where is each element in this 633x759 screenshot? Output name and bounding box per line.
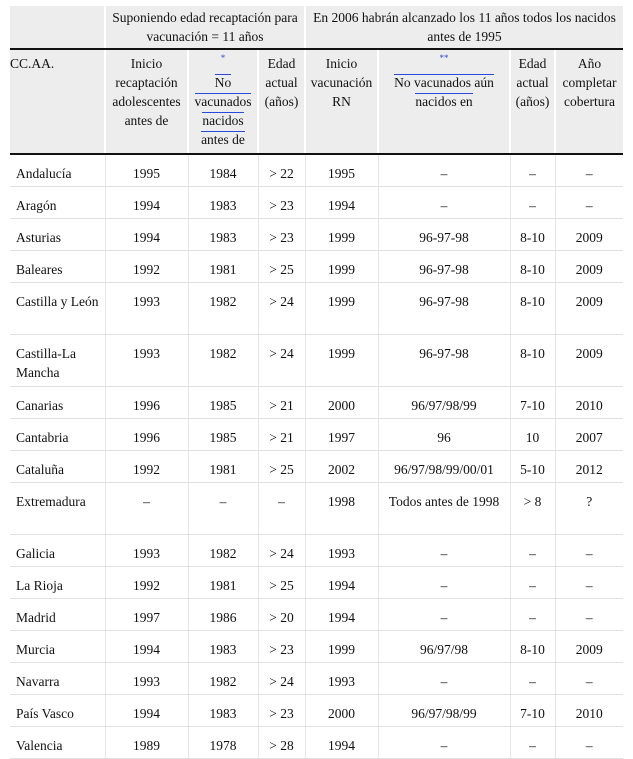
cell-edad-actual-2: 7-10 <box>510 695 555 727</box>
cell-inicio-recaptacion: 1994 <box>105 219 188 251</box>
cell-no-vacunados-aun: 96/97/98/99/00/01 <box>378 451 510 483</box>
footnote-link-double[interactable]: ** <box>439 53 449 63</box>
cell-ano-cobertura: – <box>555 663 623 695</box>
cell-ano-cobertura: 2009 <box>555 631 623 663</box>
cell-inicio-rn: 2002 <box>305 451 378 483</box>
cell-edad-actual: > 23 <box>258 631 305 663</box>
cell-ccaa: Castilla y León <box>10 283 105 335</box>
cell-inicio-rn: 1994 <box>305 187 378 219</box>
cell-ccaa: Asturias <box>10 219 105 251</box>
cell-inicio-rn: 1999 <box>305 283 378 335</box>
cell-edad-actual-2: – <box>510 187 555 219</box>
table-row <box>10 695 623 727</box>
cell-no-vacunados: 1981 <box>188 567 258 599</box>
cell-ccaa: Murcia <box>10 631 105 663</box>
cell-ccaa: La Rioja <box>10 567 105 599</box>
cell-edad-actual-2: 5-10 <box>510 451 555 483</box>
table-row <box>10 187 623 219</box>
cell-no-vacunados: 1978 <box>188 727 258 759</box>
cell-inicio-recaptacion: – <box>105 483 188 535</box>
table-row <box>10 283 623 335</box>
vaccination-table <box>10 6 623 759</box>
cell-edad-actual: > 20 <box>258 599 305 631</box>
cell-no-vacunados: 1982 <box>188 535 258 567</box>
cell-no-vacunados: 1983 <box>188 631 258 663</box>
cell-ano-cobertura: – <box>555 599 623 631</box>
cell-inicio-recaptacion: 1996 <box>105 387 188 419</box>
cell-inicio-recaptacion: 1995 <box>105 154 188 187</box>
cell-edad-actual: > 25 <box>258 567 305 599</box>
cell-edad-actual-2: 8-10 <box>510 219 555 251</box>
cell-no-vacunados-aun: – <box>378 567 510 599</box>
cell-edad-actual-2: 8-10 <box>510 251 555 283</box>
cell-no-vacunados: 1983 <box>188 695 258 727</box>
cell-ano-cobertura: 2007 <box>555 419 623 451</box>
cell-edad-actual-2: – <box>510 663 555 695</box>
cell-no-vacunados-aun: 96/97/98 <box>378 631 510 663</box>
cell-inicio-rn: 1998 <box>305 483 378 535</box>
table-row <box>10 483 623 535</box>
cell-edad-actual: > 24 <box>258 663 305 695</box>
cell-inicio-recaptacion: 1993 <box>105 535 188 567</box>
cell-no-vacunados: 1985 <box>188 419 258 451</box>
cell-ccaa: Canarias <box>10 387 105 419</box>
cell-inicio-rn: 1993 <box>305 663 378 695</box>
table-row <box>10 335 623 387</box>
table-row <box>10 535 623 567</box>
cell-inicio-rn: 2000 <box>305 387 378 419</box>
cell-no-vacunados-aun: – <box>378 154 510 187</box>
cell-no-vacunados: 1981 <box>188 251 258 283</box>
cell-no-vacunados: 1982 <box>188 663 258 695</box>
table-row <box>10 387 623 419</box>
cell-inicio-rn: 1994 <box>305 599 378 631</box>
cell-edad-actual-2: – <box>510 567 555 599</box>
cell-ccaa: Aragón <box>10 187 105 219</box>
cell-ano-cobertura: – <box>555 535 623 567</box>
cell-ccaa: Andalucía <box>10 154 105 187</box>
cell-edad-actual: > 23 <box>258 695 305 727</box>
cell-no-vacunados-aun: 96-97-98 <box>378 219 510 251</box>
cell-inicio-rn: 1993 <box>305 535 378 567</box>
cell-no-vacunados: 1982 <box>188 335 258 387</box>
group-header-recaptacion: Suponiendo edad recaptación para vacunación = 11 años <box>105 6 305 49</box>
cell-ano-cobertura: – <box>555 727 623 759</box>
cell-inicio-recaptacion: 1989 <box>105 727 188 759</box>
cell-edad-actual: > 24 <box>258 535 305 567</box>
cell-edad-actual-2: – <box>510 727 555 759</box>
cell-edad-actual: > 21 <box>258 419 305 451</box>
cell-edad-actual: > 22 <box>258 154 305 187</box>
cell-edad-actual-2: 8-10 <box>510 631 555 663</box>
cell-no-vacunados-aun: – <box>378 599 510 631</box>
cell-ano-cobertura: – <box>555 154 623 187</box>
cell-no-vacunados-aun: Todos antes de 1998 <box>378 483 510 535</box>
cell-no-vacunados: 1983 <box>188 187 258 219</box>
cell-inicio-rn: 1995 <box>305 154 378 187</box>
cell-ano-cobertura: 2009 <box>555 219 623 251</box>
cell-inicio-recaptacion: 1994 <box>105 187 188 219</box>
table-row <box>10 219 623 251</box>
cell-inicio-recaptacion: 1993 <box>105 283 188 335</box>
col-header-inicio-rn: Inicio vacunación RN <box>305 49 378 154</box>
table-row <box>10 599 623 631</box>
cell-ccaa: Castilla-La Mancha <box>10 335 105 387</box>
table-row <box>10 451 623 483</box>
footnote-link-single[interactable]: * <box>220 53 226 63</box>
cell-no-vacunados-aun: 96 <box>378 419 510 451</box>
cell-no-vacunados-aun: 96-97-98 <box>378 251 510 283</box>
cell-inicio-recaptacion: 1993 <box>105 663 188 695</box>
cell-ccaa: Baleares <box>10 251 105 283</box>
cell-inicio-rn: 1999 <box>305 251 378 283</box>
table-row <box>10 727 623 759</box>
cell-inicio-rn: 1997 <box>305 419 378 451</box>
cell-ano-cobertura: 2009 <box>555 335 623 387</box>
cell-edad-actual-2: 8-10 <box>510 283 555 335</box>
cell-no-vacunados: 1982 <box>188 283 258 335</box>
cell-edad-actual-2: 7-10 <box>510 387 555 419</box>
cell-edad-actual: > 24 <box>258 283 305 335</box>
cell-edad-actual: > 21 <box>258 387 305 419</box>
cell-ano-cobertura: 2010 <box>555 387 623 419</box>
cell-no-vacunados-aun: – <box>378 535 510 567</box>
cell-no-vacunados-aun: 96/97/98/99 <box>378 387 510 419</box>
table-row <box>10 567 623 599</box>
cell-no-vacunados-aun: – <box>378 187 510 219</box>
table-row <box>10 154 623 187</box>
cell-inicio-recaptacion: 1993 <box>105 335 188 387</box>
cell-inicio-rn: 1999 <box>305 631 378 663</box>
cell-ccaa: Valencia <box>10 727 105 759</box>
table-row <box>10 251 623 283</box>
cell-ano-cobertura: 2009 <box>555 251 623 283</box>
cell-inicio-recaptacion: 1992 <box>105 251 188 283</box>
cell-ano-cobertura: – <box>555 567 623 599</box>
cell-no-vacunados: 1981 <box>188 451 258 483</box>
cell-no-vacunados: 1984 <box>188 154 258 187</box>
cell-no-vacunados-aun: 96-97-98 <box>378 283 510 335</box>
cell-inicio-recaptacion: 1996 <box>105 419 188 451</box>
table-row <box>10 663 623 695</box>
cell-ano-cobertura: 2010 <box>555 695 623 727</box>
cell-ccaa: País Vasco <box>10 695 105 727</box>
cell-edad-actual: > 23 <box>258 219 305 251</box>
cell-inicio-rn: 2000 <box>305 695 378 727</box>
cell-ccaa: Madrid <box>10 599 105 631</box>
cell-ano-cobertura: 2009 <box>555 283 623 335</box>
cell-inicio-rn: 1994 <box>305 567 378 599</box>
table-row <box>10 419 623 451</box>
group-header-2006: En 2006 habrán alcanzado los 11 años todos los nacidos antes de 1995 <box>305 6 623 49</box>
cell-inicio-recaptacion: 1992 <box>105 567 188 599</box>
col-header-ano-cobertura: Año completar cobertura <box>555 49 623 154</box>
cell-edad-actual-2: – <box>510 599 555 631</box>
corner-cell <box>10 6 105 49</box>
cell-no-vacunados: 1983 <box>188 219 258 251</box>
cell-ano-cobertura: ? <box>555 483 623 535</box>
cell-edad-actual-2: > 8 <box>510 483 555 535</box>
cell-no-vacunados: 1986 <box>188 599 258 631</box>
cell-edad-actual: > 24 <box>258 335 305 387</box>
cell-inicio-rn: 1994 <box>305 727 378 759</box>
table-body <box>10 154 623 759</box>
cell-edad-actual: > 23 <box>258 187 305 219</box>
col-header-edad-actual-2: Edad actual (años) <box>510 49 555 154</box>
cell-edad-actual-2: 8-10 <box>510 335 555 387</box>
cell-edad-actual-2: – <box>510 535 555 567</box>
cell-edad-actual-2: – <box>510 154 555 187</box>
cell-inicio-rn: 1999 <box>305 219 378 251</box>
cell-ccaa: Extremadura <box>10 483 105 535</box>
col-header-ccaa: CC.AA. <box>10 49 105 154</box>
cell-no-vacunados-aun: 96/97/98/99 <box>378 695 510 727</box>
col-header-no-vacunados: * No vacunados nacidos antes de <box>188 49 258 154</box>
cell-ccaa: Galicia <box>10 535 105 567</box>
cell-edad-actual: – <box>258 483 305 535</box>
col-header-edad-actual: Edad actual (años) <box>258 49 305 154</box>
cell-inicio-rn: 1999 <box>305 335 378 387</box>
cell-ccaa: Cataluña <box>10 451 105 483</box>
cell-edad-actual-2: 10 <box>510 419 555 451</box>
cell-inicio-recaptacion: 1992 <box>105 451 188 483</box>
cell-edad-actual: > 25 <box>258 251 305 283</box>
cell-no-vacunados: 1985 <box>188 387 258 419</box>
cell-ccaa: Cantabria <box>10 419 105 451</box>
cell-no-vacunados-aun: – <box>378 663 510 695</box>
cell-no-vacunados-aun: – <box>378 727 510 759</box>
cell-no-vacunados-aun: 96-97-98 <box>378 335 510 387</box>
cell-no-vacunados: – <box>188 483 258 535</box>
table-row <box>10 631 623 663</box>
col-header-no-vacunados-aun: ** No vacunados aún nacidos en <box>378 49 510 154</box>
cell-edad-actual: > 25 <box>258 451 305 483</box>
cell-edad-actual: > 28 <box>258 727 305 759</box>
cell-ccaa: Navarra <box>10 663 105 695</box>
cell-inicio-recaptacion: 1997 <box>105 599 188 631</box>
cell-ano-cobertura: – <box>555 187 623 219</box>
cell-inicio-recaptacion: 1994 <box>105 631 188 663</box>
cell-ano-cobertura: 2012 <box>555 451 623 483</box>
cell-inicio-recaptacion: 1994 <box>105 695 188 727</box>
col-header-inicio-recaptacion: Inicio recaptación adolescentes antes de <box>105 49 188 154</box>
